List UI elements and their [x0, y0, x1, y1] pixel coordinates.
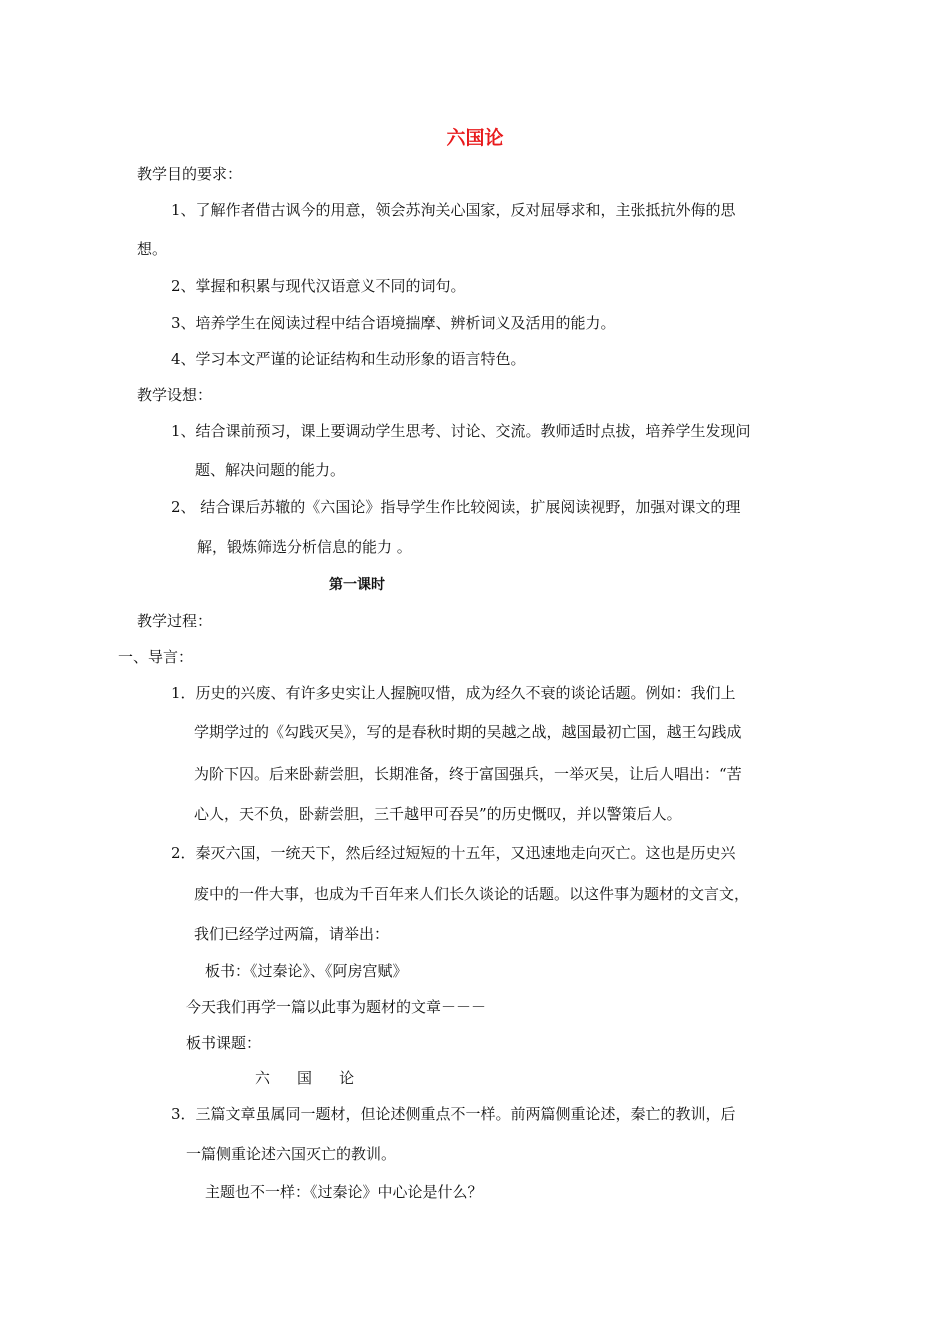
paragraph-3-line-1: 3．三篇文章虽属同一题材，但论述侧重点不一样。前两篇侧重论述，秦亡的教训，后 [171, 1105, 736, 1123]
paragraph-2-line-3: 我们已经学过两篇，请举出： [194, 925, 390, 943]
objective-item-3: 3、培养学生在阅读过程中结合语境揣摩、辨析词义及活用的能力。 [171, 314, 616, 332]
design-item-1: 1、结合课前预习，课上要调动学生思考、讨论、交流。教师适时点拔，培养学生发现问 [171, 422, 751, 440]
paragraph-3-line-2: 一篇侧重论述六国灭亡的教训。 [186, 1145, 397, 1163]
board-title-label: 板书课题： [186, 1034, 262, 1052]
board-title: 六 国 论 [255, 1069, 355, 1087]
theme-question: 主题也不一样：《过秦论》中心论是什么？ [205, 1183, 483, 1201]
lesson-heading: 第一课时 [329, 577, 385, 593]
paragraph-1-line-2: 学期学过的《勾践灭吴》，写的是春秋时期的吴越之战，越国最初亡国，越王勾践成 [194, 723, 742, 741]
paragraph-2-line-2: 废中的一件大事，也成为千百年来人们长久谈论的话题。以这件事为题材的文言文， [194, 885, 750, 903]
objectives-heading: 教学目的要求： [137, 165, 243, 183]
paragraph-1-line-3: 为阶下囚。后来卧薪尝胆，长期准备，终于富国强兵，一举灭吴，让后人唱出：“苦 [194, 765, 742, 783]
design-item-2-cont: 解，锻炼筛选分析信息的能力 。 [197, 538, 412, 556]
design-heading: 教学设想： [137, 386, 213, 404]
process-heading: 教学过程： [137, 612, 213, 630]
section-intro: 一、导言： [118, 648, 194, 666]
objective-item-1-cont: 想。 [137, 240, 168, 258]
objective-item-4: 4、学习本文严谨的论证结构和生动形象的语言特色。 [171, 350, 526, 368]
design-item-1-cont: 题、解决问题的能力。 [195, 461, 346, 479]
document-title: 六国论 [446, 127, 504, 149]
board-note: 板书：《过秦论》、《阿房宫赋》 [205, 962, 408, 980]
objective-item-1: 1、了解作者借古讽今的用意，领会苏洵关心国家，反对屈辱求和，主张抵抗外侮的思 [171, 201, 736, 219]
design-item-2: 2、 结合课后苏辙的《六国论》指导学生作比较阅读，扩展阅读视野，加强对课文的理 [171, 498, 741, 516]
paragraph-1-line-1: 1．历史的兴废、有许多史实让人握腕叹惜，成为经久不衰的谈论话题。例如：我们上 [171, 684, 736, 702]
paragraph-1-line-4: 心人，天不负，卧薪尝胆，三千越甲可吞吴”的历史慨叹，并以警策后人。 [194, 805, 682, 823]
paragraph-2-line-1: 2．秦灭六国，一统天下，然后经过短短的十五年，又迅速地走向灭亡。这也是历史兴 [171, 844, 736, 862]
objective-item-2: 2、掌握和积累与现代汉语意义不同的词句。 [171, 277, 466, 295]
today-note: 今天我们再学一篇以此事为题材的文章－－－ [186, 998, 487, 1016]
